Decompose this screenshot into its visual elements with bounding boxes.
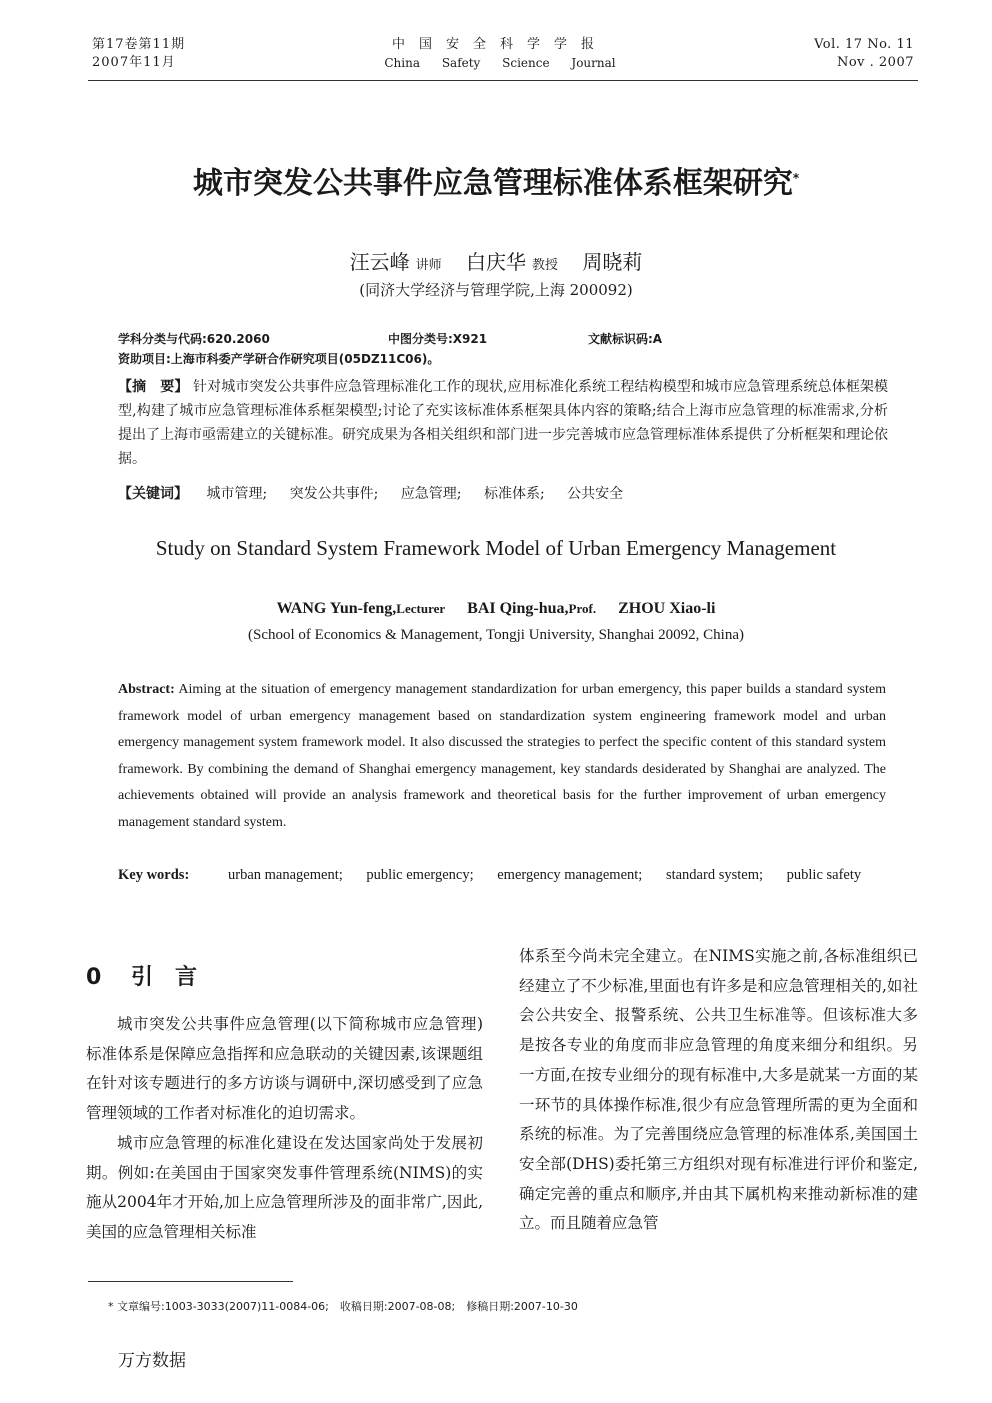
right-column [519, 942, 918, 1239]
journal-name [340, 36, 660, 72]
title-footnote-mark: * [792, 171, 800, 185]
footnote: * 文章编号:1003-3033(2007)11-0084-06; 收稿日期:2007-08-08; 修稿日期:2007-10-30 [108, 1300, 578, 1313]
author-rank: 教授 [532, 258, 559, 273]
document-code: 文献标识码:A [588, 332, 663, 346]
abstract-en [118, 677, 886, 836]
author-rank-en: Prof. [568, 601, 597, 616]
abstract-en-text: Aiming at the situation of emergency management standardization for urban emergency, this paper builds a standard system framework model of urban emergency management based on standardization system engineering framework model and urban emergency management system framework model. It also discussed the strategies to perfect the specific content of this standard system framework. By combining the demand of Shanghai emergency management, key standards desiderated by Shanghai are analyzed. The achievements obtained will provide an analysis framework and theoretical basis for the further improvement of urban emergency management standard system. [118, 682, 886, 830]
keyword-cn: 城市管理; [206, 486, 268, 502]
author-name: 白庆华 [466, 250, 526, 274]
keyword-en: emergency management; [497, 867, 643, 883]
section-heading [86, 960, 197, 991]
journal-volume-en [814, 36, 914, 72]
title-text: 城市突发公共事件应急管理标准体系框架研究 [192, 166, 793, 201]
paper-title [0, 158, 992, 202]
footnote-rule [88, 1281, 293, 1282]
keyword-en: standard system; [665, 867, 764, 883]
watermark: 万方数据 [118, 1351, 186, 1371]
keyword-cn: 应急管理; [400, 486, 462, 502]
issue-date: 2007年11月 [92, 55, 176, 70]
body-paragraph: 城市突发公共事件应急管理(以下简称城市应急管理)标准体系是保障应急指挥和应急联动的关键因素,该课题组在针对该专题进行的多方访谈与调研中,深切感受到了应急管理领域的工作者对标准化的迫切需求。 [86, 1015, 483, 1123]
keywords-cn [118, 482, 888, 506]
clc-number: 中图分类号:X921 [388, 332, 488, 346]
author-rank-en: Lecturer [396, 601, 446, 616]
abstract-en-label: Abstract: [118, 682, 175, 697]
author-rank: 讲师 [415, 258, 442, 273]
subject-code: 学科分类与代码:620.2060 [118, 332, 270, 346]
date-en: Nov . 2007 [836, 55, 914, 70]
journal-name-en: China Safety Science Journal [384, 56, 616, 70]
keyword-en: public safety [786, 867, 862, 883]
header-rule [88, 80, 918, 81]
keywords-en-label: Key words: [118, 867, 190, 883]
author-name-en: WANG Yun-feng, [276, 600, 397, 617]
keyword-cn: 标准体系; [483, 486, 545, 502]
affiliation: (同济大学经济与管理学院,上海 200092) [359, 281, 633, 299]
keywords-en [118, 862, 886, 914]
issue-volume: 第17卷第11期 [92, 37, 186, 52]
author-name: 汪云峰 [349, 250, 410, 274]
left-column [86, 1010, 483, 1248]
keywords-cn-label: 【关键词】 [118, 486, 188, 502]
journal-name-cn: 中国安全科学学报 [391, 37, 608, 52]
funding: 资助项目:上海市科委产学研合作研究项目(05DZ11C06)。 [118, 352, 440, 366]
author-name-en: ZHOU Xiao-li [618, 600, 716, 617]
volume-en: Vol. 17 No. 11 [814, 37, 914, 52]
body-paragraph: 体系至今尚未完全建立。在NIMS实施之前,各标准组织已经建立了不少标准,里面也有许多是和应急管理相关的,如社会公共安全、报警系统、公共卫生标准等。但该标准大多是按各专业的角度而非应急管理的角度来细分和组织。另一方面,在按专业细分的现有标准中,大多是就某一方面的某一环节的具体操作标准,很少有应急管理所需的更为全面和系统的标准。为了完善围绕应急管理的标准体系,美国国土安全部(DHS)委托第三方组织对现有标准进行评价和鉴定,确定完善的重点和顺序,并由其下属机构来推动新标准的建立。而且随着应急管 [519, 947, 918, 1233]
keyword-cn: 公共安全 [567, 486, 624, 502]
author-name-en: BAI Qing-hua, [467, 600, 569, 617]
section-number: 0 [86, 965, 102, 990]
abstract-cn-text: 针对城市突发公共事件应急管理标准化工作的现状,应用标准化系统工程结构模型和城市应急管理系统总体框架模型,构建了城市应急管理标准体系框架模型;讨论了充实该标准体系框架具体内容的策略;结合上海市应急管理的标准需求,分析提出了上海市亟需建立的关键标准。研究成果为各相关组织和部门进一步完善城市应急管理标准体系提供了分析框架和理论依据。 [118, 379, 889, 467]
abstract-cn [118, 375, 888, 471]
english-authors [0, 600, 992, 618]
author-list [0, 246, 992, 275]
author-name: 周晓莉 [582, 250, 643, 274]
keyword-en: public emergency; [366, 867, 474, 883]
english-title: Study on Standard System Framework Model of Urban Emergency Management [155, 536, 837, 560]
section-title: 引 言 [130, 965, 197, 990]
journal-issue [92, 36, 185, 72]
keywords-en-list [228, 862, 886, 888]
abstract-cn-label: 【摘 要】 [118, 379, 189, 395]
keyword-cn: 突发公共事件; [289, 486, 379, 502]
body-paragraph: 城市应急管理的标准化建设在发达国家尚处于发展初期。例如:在美国由于国家突发事件管理系统(NIMS)的实施从2004年才开始,加上应急管理所涉及的面非常广,因此,美国的应急管理相关标准 [86, 1133, 483, 1241]
keyword-en: urban management; [228, 867, 343, 883]
english-affiliation: (School of Economics & Management, Tongji University, Shanghai 20092, China) [248, 627, 744, 643]
